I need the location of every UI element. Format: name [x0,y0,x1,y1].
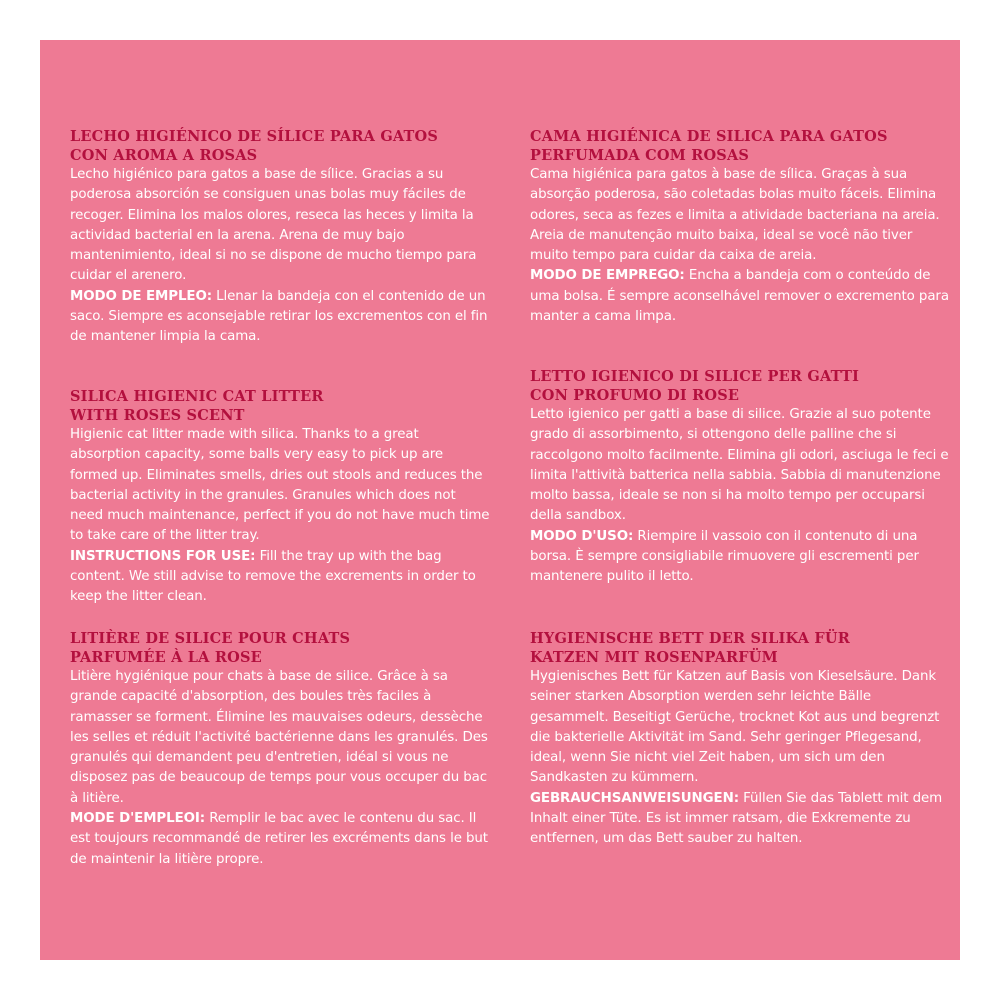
heading-line-2: CON AROMA A ROSAS [70,147,258,164]
section-heading [70,387,490,425]
section-heading [530,367,950,405]
usage-label: MODE D'EMPLEOI: [70,811,206,827]
section-french [70,629,490,870]
heading-line-1: HYGIENISCHE BETT DER SILIKA FÜR [530,630,850,647]
section-body [70,425,490,608]
section-heading [530,127,950,165]
heading-line-2: WITH ROSES SCENT [70,407,245,424]
section-german [530,629,950,850]
section-heading [70,127,490,165]
section-body [530,165,950,327]
heading-line-2: PARFUMÉE À LA ROSE [70,649,262,666]
usage-label: INSTRUCTIONS FOR USE: [70,548,256,564]
usage-text: Remplir le bac avec le contenu du sac. Il est toujours recommandé de retirer les excréments dans le but de maintenir la litière propre. [70,811,488,867]
heading-line-1: SILICA HIGIENIC CAT LITTER [70,388,324,405]
section-body [70,165,490,348]
section-body [530,405,950,588]
heading-line-1: LECHO HIGIÉNICO DE SÍLICE PARA GATOS [70,128,439,145]
heading-line-1: LITIÈRE DE SILICE POUR CHATS [70,630,351,647]
usage-label: MODO DE EMPREGO: [530,268,685,284]
section-heading [70,629,490,667]
usage-text: Encha a bandeja com o conteúdo de uma bolsa. É sempre aconselhável remover o excremento para manter a cama limpa. [530,268,949,325]
section-spanish [70,127,490,348]
section-body [530,667,950,850]
description-text: Cama higiénica para gatos à base de sílica. Graças à sua absorção poderosa, são coletadas bolas muito fáceis. Elimina odores, seca as fezes e limita a atividade bacteriana na areia. Areia de manutenção muito baixa, ideal se você não tiver muito tempo para cuidar da caixa de areia. [530,167,940,264]
description-text: Litière hygiénique pour chats à base de silice. Grâce à sa grande capacité d'absorption, des boules très faciles à ramasser se forment. Élimine les mauvaises odeurs, dessèche les selles et réduit l'activité bactérienne dans les granulés. Des granulés qui demandent peu d'entretien, idéal si vous ne disposez pas de beaucoup de temps pour vous occuper du bac à litière. [70,669,488,806]
heading-line-2: PERFUMADA COM ROSAS [530,147,750,164]
section-body [70,667,490,870]
usage-text: Llenar la bandeja con el contenido de un saco. Siempre es aconsejable retirar los excrementos con el fin de mantener limpia la cama. [70,288,488,345]
usage-text: Riempire il vassoio con il contenuto di una borsa. È sempre consigliabile rimuovere gli escrementi per mantenere pulito il letto. [530,528,919,585]
usage-text: Füllen Sie das Tablett mit dem Inhalt einer Tüte. Es ist immer ratsam, die Exkremente zu entfernen, um das Bett sauber zu halten. [530,790,943,847]
description-text: Lecho higiénico para gatos a base de sílice. Gracias a su poderosa absorción se consiguen unas bolas muy fáciles de recoger. Elimina los malos olores, reseca las heces y limita la actividad bacterial en la arena. Arena de muy bajo mantenimiento, ideal si no se dispone de mucho tiempo para cuidar el arenero. [70,167,477,284]
section-portuguese [530,127,950,327]
heading-line-2: KATZEN MIT ROSENPARFÜM [530,649,778,666]
description-text: Hygienisches Bett für Katzen auf Basis von Kieselsäure. Dank seiner starken Absorption werden sehr leichte Bälle gesammelt. Beseitigt Gerüche, trocknet Kot aus und begrenzt die bakterielle Aktivität im Sand. Sehr geringer Pflegesand, ideal, wenn Sie nicht viel Zeit haben, um sich um den Sandkasten zu kümmern. [530,669,940,786]
usage-label: MODO DE EMPLEO: [70,288,212,304]
section-italian [530,367,950,588]
description-text: Letto igienico per gatti a base di silice. Grazie al suo potente grado di assorbimento, si ottengono delle palline che si raccolgono molto facilmente. Elimina gli odori, asciuga le feci e limita l'attività batterica nella sabbia. Sabbia di manutenzione molto bassa, ideale se non si ha molto tempo per occuparsi della sandbox. [530,407,949,524]
heading-line-1: CAMA HIGIÉNICA DE SILICA PARA GATOS [530,128,888,145]
heading-line-2: CON PROFUMO DI ROSE [530,387,740,404]
section-english [70,387,490,608]
description-text: Higienic cat litter made with silica. Thanks to a great absorption capacity, some balls very easy to pick up are formed up. Eliminates smells, dries out stools and reduces the bacterial activity in the granules. Granules which does not need much maintenance, perfect if you do not have much time to take care of the litter tray. [70,427,490,544]
usage-text: Fill the tray up with the bag content. We still advise to remove the excrements in order to keep the litter clean. [70,548,476,605]
usage-label: GEBRAUCHSANWEISUNGEN: [530,790,739,806]
usage-label: MODO D'USO: [530,528,634,544]
section-heading [530,629,950,667]
instructions-panel [40,40,960,960]
heading-line-1: LETTO IGIENICO DI SILICE PER GATTI [530,368,860,385]
